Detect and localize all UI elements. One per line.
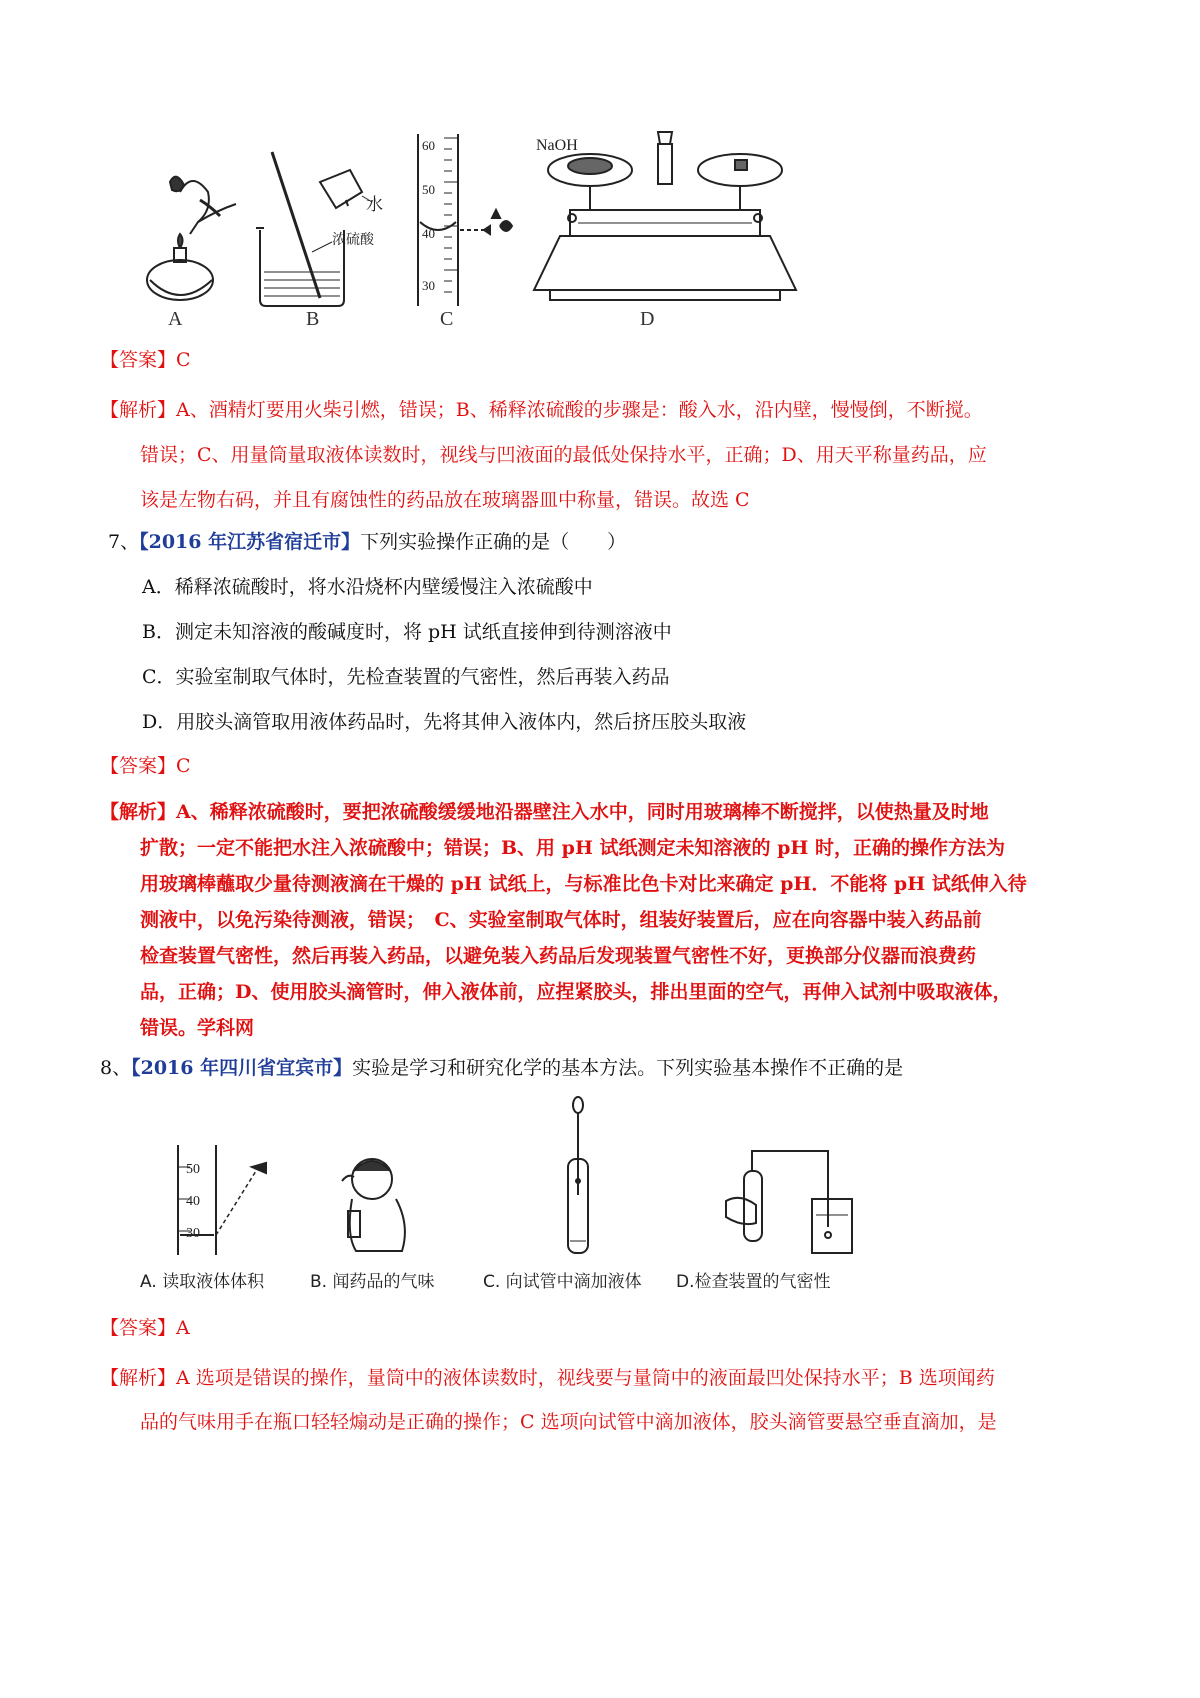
q7-option-c: C．实验室制取气体时，先检查装置的气密性，然后再装入药品	[142, 666, 670, 688]
label-conc-acid: 浓硫酸	[332, 233, 374, 248]
q7-analysis-line-7: 错误。学科网	[140, 1017, 255, 1039]
cylinder-tick-50: 50	[422, 182, 435, 197]
fig2-tick-50: 50	[186, 1162, 200, 1177]
question-number: 7、	[108, 531, 140, 553]
q7-option-b: B．测定未知溶液的酸碱度时，将 pH 试纸直接伸到待测溶液中	[142, 621, 672, 643]
figure-1-label-a: A	[168, 308, 183, 330]
figure-1-drawing	[140, 130, 960, 360]
answer-tag: 【答案】	[100, 755, 177, 777]
cylinder-tick-40: 40	[422, 226, 435, 241]
question-stem: 下列实验操作正确的是（ ）	[360, 531, 627, 553]
answer-value: C	[176, 349, 191, 371]
q8-analysis-line-1	[100, 1366, 995, 1390]
q6-analysis-line-2: 错误；C、用量筒量取液体读数时，视线与凹液面的最低处保持水平，正确；D、用天平称量药品，应	[140, 444, 987, 466]
analysis-text: A、酒精灯要用火柴引燃，错误；B、稀释浓硫酸的步骤是：酸入水，沿内壁，慢慢倒，不断搅。	[176, 399, 983, 421]
fig2-tick-40: 40	[186, 1194, 200, 1209]
label-water: 水	[366, 195, 383, 214]
q8-answer	[100, 1316, 190, 1340]
q7-analysis-line-5: 检查装置气密性，然后再装入药品，以避免装入药品后发现装置气密性不好，更换部分仪器而浪费药	[140, 945, 977, 967]
fig2-tick-30: 30	[186, 1226, 200, 1241]
figure-1-label-c: C	[440, 308, 454, 330]
q7-option-d: D．用胶头滴管取用液体药品时，先将其伸入液体内，然后挤压胶头取液	[142, 711, 747, 733]
cylinder-tick-30: 30	[422, 278, 435, 293]
beaker-dilution-drawing	[256, 152, 372, 306]
q6-analysis-line-3: 该是左物右码，并且有腐蚀性的药品放在玻璃器皿中称量，错误。故选 C	[140, 489, 750, 511]
q7-answer	[100, 754, 191, 778]
q8-stem	[100, 1056, 903, 1080]
answer-tag: 【答案】	[100, 349, 177, 371]
question-source: 【2016 年江苏省宿迁市】	[139, 531, 361, 553]
q7-analysis-line-6: 品，正确；D、使用胶头滴管时，伸入液体前，应捏紧胶头，排出里面的空气，再伸入试剂中吸取液体，	[140, 981, 1012, 1003]
figure-1-label-b: B	[306, 308, 320, 330]
answer-value: A	[176, 1317, 190, 1339]
label-naoh: NaOH	[536, 137, 578, 154]
smelling-drawing	[342, 1159, 405, 1251]
q7-option-a: A．稀释浓硫酸时，将水沿烧杯内壁缓慢注入浓硫酸中	[142, 576, 593, 598]
analysis-text: A 选项是错误的操作，量筒中的液体读数时，视线要与量筒中的液面最凹处保持水平；B 选项闻药	[176, 1367, 995, 1389]
figure-1-label-d: D	[640, 308, 655, 330]
question-stem: 实验是学习和研究化学的基本方法。下列实验基本操作不正确的是	[352, 1057, 904, 1079]
fig2-caption-c: C. 向试管中滴加液体	[483, 1272, 642, 1292]
figure-2-drawing	[140, 1095, 920, 1265]
answer-tag: 【答案】	[100, 1317, 177, 1339]
analysis-text: A、稀释浓硫酸时，要把浓硫酸缓缓地沿器壁注入水中，同时用玻璃棒不断搅拌，以使热量及时地	[176, 801, 989, 823]
fig2-caption-b: B. 闻药品的气味	[310, 1272, 435, 1292]
q6-answer	[100, 348, 191, 372]
figure-lab-operations-1	[140, 130, 960, 360]
alcohol-lamp-drawing	[147, 177, 236, 300]
figure-lab-operations-2	[140, 1095, 920, 1295]
q7-analysis-line-3: 用玻璃棒蘸取少量待测液滴在干燥的 pH 试纸上，与标准比色卡对比来确定 pH．不能将 pH 试纸伸入待	[140, 873, 1027, 895]
fig2-caption-a: A. 读取液体体积	[140, 1272, 265, 1292]
question-source: 【2016 年四川省宜宾市】	[131, 1057, 353, 1079]
q6-analysis-line-1	[100, 398, 983, 422]
q7-analysis-line-1	[100, 800, 989, 824]
cylinder-tick-60: 60	[422, 138, 435, 153]
analysis-tag: 【解析】	[100, 399, 177, 421]
question-number: 8、	[100, 1057, 132, 1079]
q7-analysis-line-2: 扩散；一定不能把水注入浓硫酸中；错误；B、用 pH 试纸测定未知溶液的 pH 时，正确的操作方法为	[140, 837, 1005, 859]
q7-stem	[108, 530, 626, 554]
fig2-caption-d: D.检查装置的气密性	[676, 1272, 831, 1292]
analysis-tag: 【解析】	[100, 1367, 177, 1389]
analysis-tag: 【解析】	[100, 801, 177, 823]
q8-analysis-line-2: 品的气味用手在瓶口轻轻煽动是正确的操作；C 选项向试管中滴加液体，胶头滴管要悬空垂直滴加，是	[140, 1411, 997, 1433]
dropper-drawing	[568, 1097, 588, 1253]
answer-value: C	[176, 755, 191, 777]
balance-drawing	[534, 132, 796, 300]
q7-analysis-line-4: 测液中，以免污染待测液，错误； C、实验室制取气体时，组装好装置后，应在向容器中装入药品前	[140, 909, 982, 931]
airtightness-drawing	[726, 1151, 852, 1253]
